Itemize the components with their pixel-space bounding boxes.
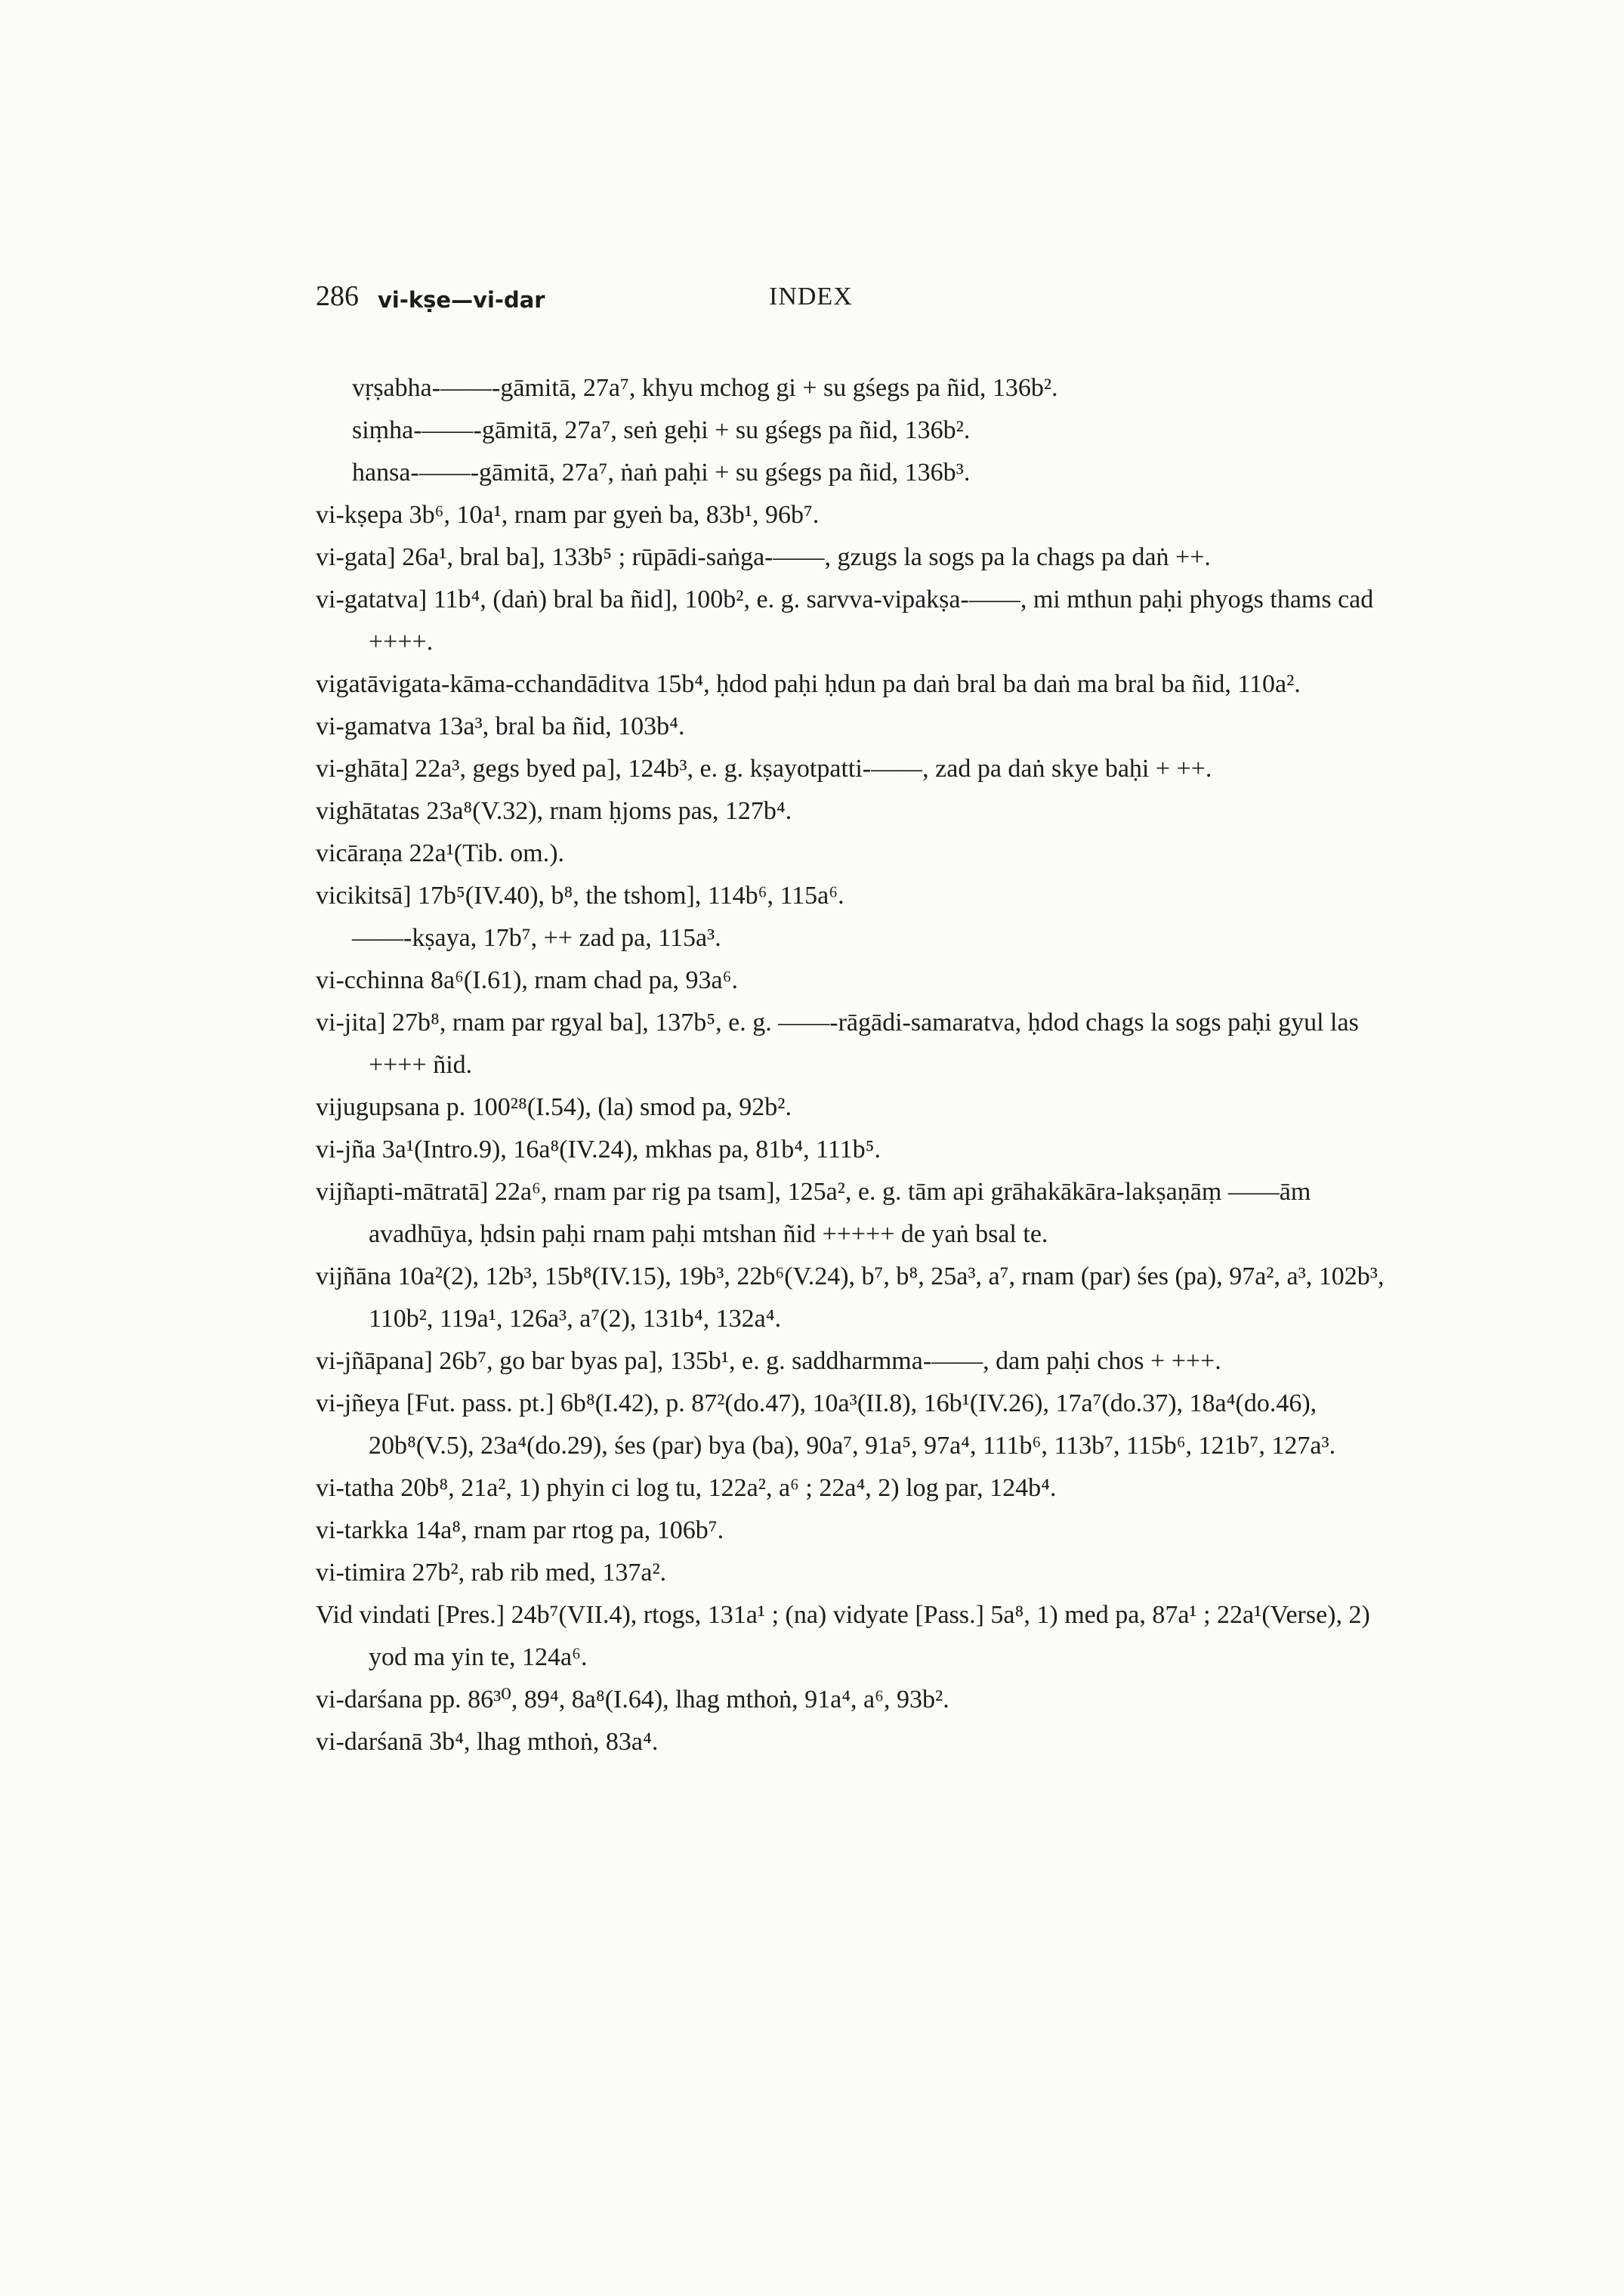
index-entry: vijñāna 10a²(2), 12b³, 15b⁸(IV.15), 19b³, 22b⁶(V.24), b⁷, b⁸, 25a³, a⁷, rnam (par) śes (pa), 97a², a³, 102b³, 110b², 119a¹, 126a³, a⁷(2), 131b⁴, 132a⁴. xyxy=(316,1262,1385,1333)
index-entry: vi-tatha 20b⁸, 21a², 1) phyin ci log tu, 122a², a⁶ ; 22a⁴, 2) log par, 124b⁴. xyxy=(316,1474,1057,1502)
running-head: vi-kṣe—vi-dar xyxy=(378,287,545,313)
page-header xyxy=(316,280,1298,317)
index-entry: vi-darśanā 3b⁴, lhag mthoṅ, 83a⁴. xyxy=(316,1728,659,1756)
index-entry: vi-cchinna 8a⁶(I.61), rnam chad pa, 93a⁶. xyxy=(316,966,738,994)
index-entry: vi-timira 27b², rab rib med, 137a². xyxy=(316,1559,667,1587)
index-entry: ——-kṣaya, 17b⁷, ++ zad pa, 115a³. xyxy=(352,924,721,952)
index-entry: vicāraṇa 22a¹(Tib. om.). xyxy=(316,839,565,867)
index-entry: vighātatas 23a⁸(V.32), rnam ḥjoms pas, 127b⁴. xyxy=(316,797,792,825)
index-entry: vi-jñeya [Fut. pass. pt.] 6b⁸(I.42), p. 87²(do.47), 10a³(II.8), 16b¹(IV.26), 17a⁷(do.37), 18a⁴(do.46), 20b⁸(V.5), 23a⁴(do.29), śes (par) bya (ba), 90a⁷, 91a⁵, 97a⁴, 111b⁶, 113b⁷, 115b⁶, 121b⁷, 127a³. xyxy=(316,1389,1336,1460)
page-number: 286 xyxy=(316,280,359,312)
index-entry: vijñapti-mātratā] 22a⁶, rnam par rig pa tsam], 125a², e. g. tām api grāhakākāra-lakṣaṇāṃ ——ām avadhūya, ḥdsin paḥi rnam paḥi mtshan ñid +++++ de yaṅ bsal te. xyxy=(316,1178,1311,1248)
index-entry: vi-gata] 26a¹, bral ba], 133b⁵ ; rūpādi-saṅga-——, gzugs la sogs pa la chags pa daṅ ++. xyxy=(316,543,1211,571)
index-entry: vi-gatatva] 11b⁴, (daṅ) bral ba ñid], 100b², e. g. sarvva-vipakṣa-——, mi mthun paḥi phyogs thams cad ++++. xyxy=(316,586,1374,656)
index-entry: vi-darśana pp. 86³⁰, 89⁴, 8a⁸(I.64), lhag mthoṅ, 91a⁴, a⁶, 93b². xyxy=(316,1686,949,1714)
index-entry: vi-jña 3a¹(Intro.9), 16a⁸(IV.24), mkhas pa, 81b⁴, 111b⁵. xyxy=(316,1136,881,1163)
index-entries xyxy=(316,367,1403,1763)
index-entry: Vid vindati [Pres.] 24b⁷(VII.4), rtogs, 131a¹ ; (na) vidyate [Pass.] 5a⁸, 1) med pa, 87a¹ ; 22a¹(Verse), 2) yod ma yin te, 124a⁶. xyxy=(316,1601,1370,1671)
index-entry: vijugupsana p. 100²⁸(I.54), (la) smod pa, 92b². xyxy=(316,1093,792,1121)
index-entry: vicikitsā] 17b⁵(IV.40), b⁸, the tshom], 114b⁶, 115a⁶. xyxy=(316,882,844,910)
index-entry: vi-kṣepa 3b⁶, 10a¹, rnam par gyeṅ ba, 83b¹, 96b⁷. xyxy=(316,501,820,529)
index-entry: vi-ghāta] 22a³, gegs byed pa], 124b³, e. g. kṣayotpatti-——, zad pa daṅ skye baḥi + ++. xyxy=(316,755,1212,783)
index-entry: vi-jita] 27b⁸, rnam par rgyal ba], 137b⁵, e. g. ——-rāgādi-samaratva, ḥdod chags la sogs paḥi gyul las ++++ ñid. xyxy=(316,1009,1359,1079)
section-title: INDEX xyxy=(769,283,853,311)
index-entry: siṃha-——-gāmitā, 27a⁷, seṅ geḥi + su gśegs pa ñid, 136b². xyxy=(352,416,971,444)
index-entry: hansa-——-gāmitā, 27a⁷, ṅaṅ paḥi + su gśegs pa ñid, 136b³. xyxy=(352,459,971,487)
index-entry: vi-tarkka 14a⁸, rnam par rtog pa, 106b⁷. xyxy=(316,1516,724,1544)
index-entry: vi-gamatva 13a³, bral ba ñid, 103b⁴. xyxy=(316,712,685,740)
index-entry: vigatāvigata-kāma-cchandāditva 15b⁴, ḥdod paḥi ḥdun pa daṅ bral ba daṅ ma bral ba ñid, 110a². xyxy=(316,670,1301,698)
index-entry: vṛṣabha-——-gāmitā, 27a⁷, khyu mchog gi + su gśegs pa ñid, 136b². xyxy=(352,374,1058,402)
index-entry: vi-jñāpana] 26b⁷, go bar byas pa], 135b¹, e. g. saddharmma-——, dam paḥi chos + +++. xyxy=(316,1347,1221,1375)
